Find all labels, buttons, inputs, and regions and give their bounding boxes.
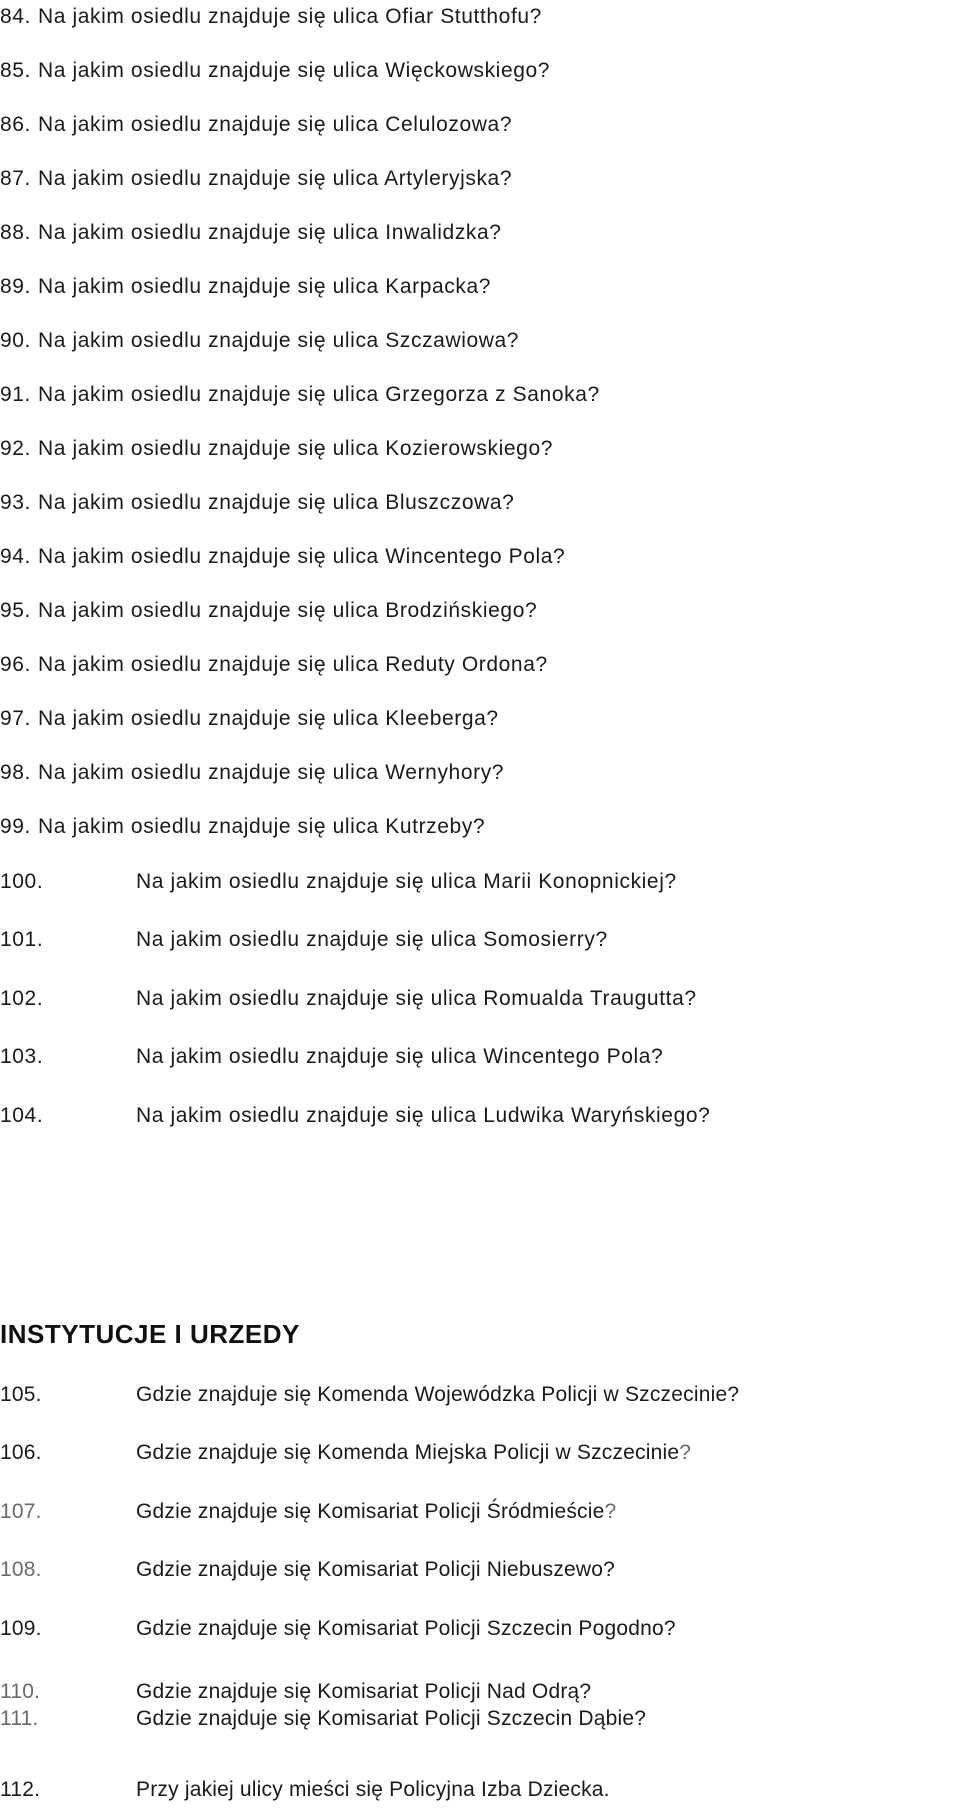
question-text: Na jakim osiedlu znajduje się ulica Celulozowa?: [38, 113, 513, 136]
question-number: 100.: [0, 870, 44, 893]
question-text: Na jakim osiedlu znajduje się ulica Somosierry?: [136, 928, 608, 951]
question-100: [0, 870, 677, 894]
question-102: [0, 987, 697, 1011]
question-86: [0, 113, 512, 137]
question-text: Gdzie znajduje się Komenda Wojewódzka Policji w Szczecinie?: [136, 1383, 740, 1406]
question-88: [0, 221, 502, 245]
question-text: Gdzie znajduje się Komisariat Policji Szczecin Pogodno?: [136, 1617, 676, 1640]
question-99: [0, 815, 485, 839]
question-109: [0, 1617, 676, 1641]
question-text: Na jakim osiedlu znajduje się ulica Kozierowskiego?: [38, 437, 554, 460]
question-105: [0, 1383, 739, 1407]
question-106: [0, 1441, 691, 1465]
question-110: [0, 1680, 591, 1704]
question-text: Na jakim osiedlu znajduje się ulica Reduty Ordona?: [38, 653, 548, 676]
question-87: [0, 167, 512, 191]
question-mark: ?: [604, 1500, 617, 1523]
question-number: 97.: [0, 707, 31, 730]
question-number: 102.: [0, 987, 44, 1010]
question-text: Gdzie znajduje się Komisariat Policji Szczecin Dąbie?: [136, 1707, 647, 1730]
question-text: Gdzie znajduje się Komenda Miejska Policji w Szczecinie: [136, 1441, 680, 1464]
question-text: Na jakim osiedlu znajduje się ulica Ofiar Stutthofu?: [38, 5, 542, 28]
question-text: Na jakim osiedlu znajduje się ulica Brodzińskiego?: [38, 599, 538, 622]
question-text: Na jakim osiedlu znajduje się ulica Kleeberga?: [38, 707, 499, 730]
question-98: [0, 761, 504, 785]
question-number: 103.: [0, 1045, 44, 1068]
question-text: Na jakim osiedlu znajduje się ulica Romualda Traugutta?: [136, 987, 697, 1010]
question-number: 111.: [0, 1707, 39, 1730]
question-text: Na jakim osiedlu znajduje się ulica Szczawiowa?: [38, 329, 520, 352]
question-103: [0, 1045, 663, 1069]
question-number: 107.: [0, 1500, 42, 1523]
question-number: 98.: [0, 761, 31, 784]
question-text: Na jakim osiedlu znajduje się ulica Artyleryjska?: [38, 167, 513, 190]
question-number: 84.: [0, 5, 31, 28]
question-number: 108.: [0, 1558, 42, 1581]
question-number: 110.: [0, 1680, 41, 1703]
question-number: 86.: [0, 113, 31, 136]
question-text: Na jakim osiedlu znajduje się ulica Więckowskiego?: [38, 59, 551, 82]
question-text: Na jakim osiedlu znajduje się ulica Karpacka?: [38, 275, 492, 298]
question-91: [0, 383, 600, 407]
question-93: [0, 491, 514, 515]
question-number: 93.: [0, 491, 31, 514]
question-number: 92.: [0, 437, 31, 460]
question-97: [0, 707, 499, 731]
question-112: [0, 1778, 610, 1802]
question-number: 101.: [0, 928, 44, 951]
question-number: 112.: [0, 1778, 41, 1801]
question-mark: ?: [679, 1441, 692, 1464]
question-text: Na jakim osiedlu znajduje się ulica Marii Konopnickiej?: [136, 870, 677, 893]
question-text: Na jakim osiedlu znajduje się ulica Bluszczowa?: [38, 491, 515, 514]
question-111: [0, 1707, 646, 1731]
question-94: [0, 545, 565, 569]
question-text: Na jakim osiedlu znajduje się ulica Kutrzeby?: [38, 815, 486, 838]
question-number: 94.: [0, 545, 31, 568]
question-number: 105.: [0, 1383, 42, 1406]
question-101: [0, 928, 608, 952]
question-number: 99.: [0, 815, 31, 838]
question-number: 109.: [0, 1617, 42, 1640]
question-number: 85.: [0, 59, 31, 82]
question-89: [0, 275, 491, 299]
question-104: [0, 1104, 710, 1128]
question-96: [0, 653, 548, 677]
question-text: Gdzie znajduje się Komisariat Policji Nad Odrą?: [136, 1680, 592, 1703]
question-text: Na jakim osiedlu znajduje się ulica Grzegorza z Sanoka?: [38, 383, 600, 406]
question-85: [0, 59, 550, 83]
question-text: Na jakim osiedlu znajduje się ulica Wincentego Pola?: [136, 1045, 664, 1068]
question-text: Przy jakiej ulicy mieści się Policyjna Izba Dziecka.: [136, 1778, 610, 1801]
question-number: 91.: [0, 383, 31, 406]
question-90: [0, 329, 519, 353]
question-84: [0, 5, 542, 29]
question-number: 87.: [0, 167, 31, 190]
question-92: [0, 437, 553, 461]
question-number: 88.: [0, 221, 31, 244]
question-text: Na jakim osiedlu znajduje się ulica Wernyhory?: [38, 761, 505, 784]
question-number: 90.: [0, 329, 31, 352]
section-heading: INSTYTUCJE I URZEDY: [0, 1319, 300, 1349]
question-108: [0, 1558, 615, 1582]
question-number: 96.: [0, 653, 31, 676]
question-text: Na jakim osiedlu znajduje się ulica Ludwika Waryńskiego?: [136, 1104, 711, 1127]
question-number: 95.: [0, 599, 31, 622]
question-number: 104.: [0, 1104, 44, 1127]
question-text: Gdzie znajduje się Komisariat Policji Niebuszewo?: [136, 1558, 616, 1581]
question-text: Na jakim osiedlu znajduje się ulica Wincentego Pola?: [38, 545, 566, 568]
question-95: [0, 599, 537, 623]
question-107: [0, 1500, 616, 1524]
question-text: Na jakim osiedlu znajduje się ulica Inwalidzka?: [38, 221, 502, 244]
question-number: 89.: [0, 275, 31, 298]
question-number: 106.: [0, 1441, 42, 1464]
question-text: Gdzie znajduje się Komisariat Policji Śródmieście: [136, 1500, 605, 1523]
